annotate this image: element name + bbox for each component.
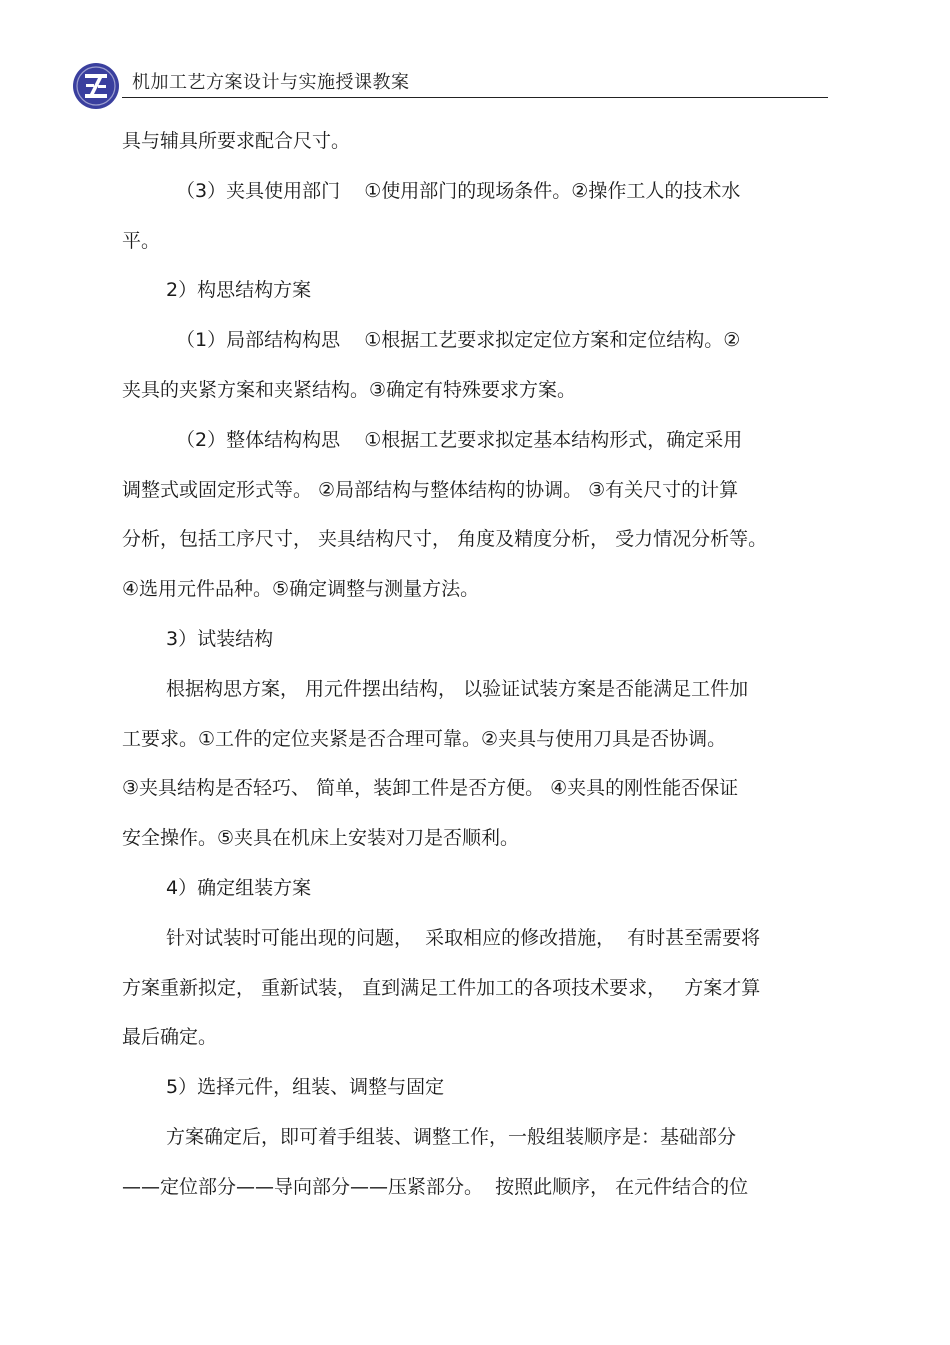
body-line: 最后确定。 [122, 1026, 218, 1049]
body-line: 平。 [122, 229, 161, 252]
body-line: （1）局部结构构思 ①根据工艺要求拟定定位方案和定位结构。② [176, 329, 741, 352]
school-logo-icon [72, 62, 120, 110]
body-line: 调整式或固定形式等。 ②局部结构与整体结构的协调。 ③有关尺寸的计算 [122, 478, 739, 501]
header-divider [122, 97, 828, 98]
page-header [72, 60, 828, 112]
document-body [122, 117, 822, 1213]
section-heading: 4）确定组装方案 [166, 876, 312, 899]
body-line: 方案确定后，即可着手组装、调整工作，一般组装顺序是：基础部分 [166, 1125, 737, 1148]
body-line: 针对试装时可能出现的问题， 采取相应的修改措施， 有时甚至需要将 [166, 926, 761, 949]
body-line: 安全操作。⑤夹具在机床上安装对刀是否顺利。 [122, 827, 520, 850]
body-line: ③夹具结构是否轻巧、 简单，装卸工件是否方便。 ④夹具的刚性能否保证 [122, 777, 739, 800]
body-line: 具与辅具所要求配合尺寸。 [122, 130, 351, 152]
section-heading: 2）构思结构方案 [166, 279, 312, 302]
body-line: ——定位部分——导向部分——压紧部分。 按照此顺序， 在元件结合的位 [122, 1175, 749, 1198]
body-line: 方案重新拟定， 重新试装， 直到满足工件加工的各项技术要求， 方案才算 [122, 976, 761, 999]
body-line: 工要求。①工件的定位夹紧是否合理可靠。②夹具与使用刀具是否协调。 [122, 727, 727, 750]
body-line: ④选用元件品种。⑤确定调整与测量方法。 [122, 578, 480, 601]
body-line: 夹具的夹紧方案和夹紧结构。③确定有特殊要求方案。 [122, 378, 577, 401]
body-line: 根据构思方案， 用元件摆出结构， 以验证试装方案是否能满足工件加 [166, 677, 749, 700]
body-line: 分析，包括工序尺寸， 夹具结构尺寸， 角度及精度分析， 受力情况分析等。 [122, 528, 768, 551]
section-heading: 3）试装结构 [166, 627, 274, 650]
section-heading: 5）选择元件，组装、调整与固定 [166, 1076, 445, 1099]
header-title: 机加工艺方案设计与实施授课教案 [132, 72, 410, 93]
body-line: （3）夹具使用部门 ①使用部门的现场条件。②操作工人的技术水 [176, 179, 741, 202]
body-line: （2）整体结构构思 ①根据工艺要求拟定基本结构形式，确定采用 [176, 428, 743, 451]
